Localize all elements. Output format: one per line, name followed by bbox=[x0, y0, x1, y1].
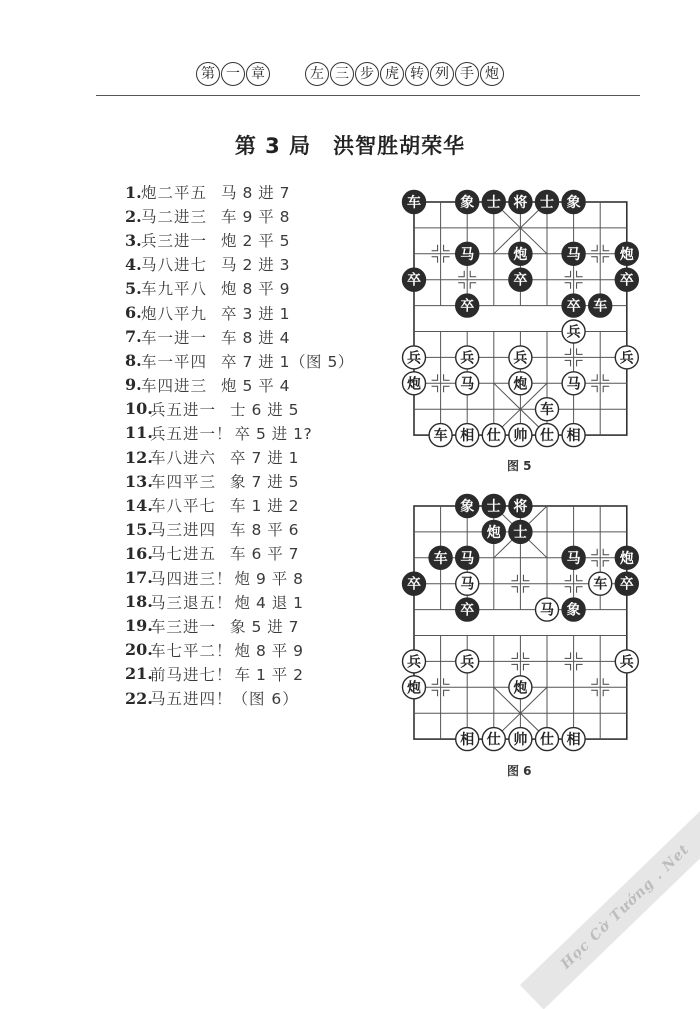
red-piece bbox=[456, 346, 479, 369]
move-number: 20. bbox=[125, 640, 153, 660]
move-row bbox=[125, 252, 354, 276]
svg-text:仕: 仕 bbox=[486, 732, 501, 749]
black-piece bbox=[509, 242, 532, 265]
red-piece bbox=[615, 650, 638, 673]
move-row bbox=[125, 614, 354, 638]
move-number: 22. bbox=[125, 688, 153, 708]
move-number: 12. bbox=[125, 447, 153, 467]
move-number: 21. bbox=[125, 664, 153, 684]
black-piece bbox=[615, 546, 638, 569]
svg-text:马: 马 bbox=[539, 602, 554, 619]
red-move: 车四平三 bbox=[150, 473, 217, 492]
svg-text:仕: 仕 bbox=[486, 428, 501, 445]
red-piece bbox=[509, 372, 532, 395]
xiangqi-board bbox=[400, 188, 641, 449]
svg-text:象: 象 bbox=[566, 602, 581, 619]
move-row bbox=[125, 638, 354, 662]
red-piece bbox=[535, 728, 558, 751]
move-number: 17. bbox=[125, 568, 153, 588]
running-header bbox=[0, 62, 700, 86]
black-piece bbox=[456, 546, 479, 569]
svg-text:士: 士 bbox=[486, 498, 501, 515]
svg-text:马: 马 bbox=[566, 246, 581, 263]
xiangqi-board bbox=[400, 492, 641, 753]
red-piece bbox=[509, 346, 532, 369]
board-diagram-6 bbox=[400, 492, 641, 753]
black-move: 卒 7 进 1 bbox=[230, 449, 300, 468]
black-piece bbox=[509, 190, 532, 213]
svg-text:车: 车 bbox=[593, 576, 608, 593]
red-move: 炮二平五 bbox=[141, 184, 208, 203]
red-move: 马七进五 bbox=[150, 545, 217, 564]
red-piece bbox=[589, 572, 612, 595]
svg-text:帅: 帅 bbox=[513, 428, 528, 445]
move-row bbox=[125, 276, 354, 300]
svg-text:帅: 帅 bbox=[513, 732, 528, 749]
svg-text:兵: 兵 bbox=[407, 350, 422, 367]
svg-text:卒: 卒 bbox=[460, 602, 475, 619]
move-row bbox=[125, 228, 354, 252]
topic-char: 左 bbox=[305, 62, 329, 86]
red-piece bbox=[456, 572, 479, 595]
move-row bbox=[125, 300, 354, 324]
move-number: 19. bbox=[125, 616, 153, 636]
svg-text:将: 将 bbox=[513, 498, 528, 515]
red-piece bbox=[482, 728, 505, 751]
chapter-topic bbox=[305, 62, 504, 86]
svg-text:兵: 兵 bbox=[407, 654, 422, 671]
red-piece bbox=[429, 424, 452, 447]
game-number: 第 3 局 bbox=[234, 134, 312, 158]
svg-text:卒: 卒 bbox=[407, 576, 422, 593]
black-move: 车 8 平 6 bbox=[230, 521, 300, 540]
red-piece bbox=[403, 650, 426, 673]
move-row bbox=[125, 397, 354, 421]
red-piece bbox=[562, 728, 585, 751]
black-move: 车 1 平 2 bbox=[234, 665, 304, 684]
red-move: 车一平四 bbox=[141, 352, 208, 371]
black-piece bbox=[562, 598, 585, 621]
svg-text:兵: 兵 bbox=[619, 654, 634, 671]
red-move: 兵三进一 bbox=[141, 232, 208, 251]
svg-text:马: 马 bbox=[566, 550, 581, 567]
move-row bbox=[125, 445, 354, 469]
svg-text:卒: 卒 bbox=[619, 272, 634, 289]
svg-text:车: 车 bbox=[407, 194, 422, 211]
move-number: 16. bbox=[125, 543, 153, 563]
red-move: 车四进三 bbox=[141, 376, 208, 395]
topic-char: 转 bbox=[405, 62, 429, 86]
topic-char: 虎 bbox=[380, 62, 404, 86]
svg-text:兵: 兵 bbox=[460, 350, 475, 367]
move-row bbox=[125, 469, 354, 493]
black-piece bbox=[403, 572, 426, 595]
red-move: 兵五进一！ bbox=[150, 424, 233, 443]
svg-text:士: 士 bbox=[539, 194, 554, 211]
black-piece bbox=[482, 494, 505, 517]
svg-text:马: 马 bbox=[460, 576, 475, 593]
black-move: 象 5 进 7 bbox=[230, 617, 300, 636]
black-piece bbox=[429, 546, 452, 569]
svg-text:象: 象 bbox=[566, 194, 581, 211]
svg-text:士: 士 bbox=[513, 524, 528, 541]
move-number: 6. bbox=[125, 303, 142, 323]
black-piece bbox=[562, 242, 585, 265]
red-piece bbox=[535, 424, 558, 447]
move-number: 11. bbox=[125, 423, 153, 443]
black-piece bbox=[535, 190, 558, 213]
svg-text:仕: 仕 bbox=[539, 428, 554, 445]
move-row bbox=[125, 421, 354, 445]
svg-text:士: 士 bbox=[486, 194, 501, 211]
red-piece bbox=[509, 676, 532, 699]
svg-text:卒: 卒 bbox=[513, 272, 528, 289]
move-list bbox=[125, 180, 354, 710]
svg-text:相: 相 bbox=[460, 732, 475, 749]
svg-text:马: 马 bbox=[566, 376, 581, 393]
svg-text:仕: 仕 bbox=[539, 732, 554, 749]
move-row bbox=[125, 325, 354, 349]
black-piece bbox=[562, 190, 585, 213]
black-move: 象 7 进 5 bbox=[230, 473, 300, 492]
black-piece bbox=[509, 494, 532, 517]
black-piece bbox=[615, 572, 638, 595]
svg-text:车: 车 bbox=[433, 428, 448, 445]
red-piece bbox=[615, 346, 638, 369]
red-piece bbox=[535, 398, 558, 421]
red-piece bbox=[482, 424, 505, 447]
black-move: 炮 8 平 9 bbox=[221, 280, 291, 299]
move-row bbox=[125, 566, 354, 590]
red-piece bbox=[456, 728, 479, 751]
black-piece bbox=[403, 268, 426, 291]
chapter-char: 章 bbox=[246, 62, 270, 86]
red-move: 前马进七！ bbox=[150, 665, 233, 684]
black-piece bbox=[509, 268, 532, 291]
move-number: 18. bbox=[125, 592, 153, 612]
move-row bbox=[125, 349, 354, 373]
svg-text:炮: 炮 bbox=[513, 376, 528, 393]
red-piece bbox=[509, 424, 532, 447]
black-move: 车 1 进 2 bbox=[230, 497, 300, 516]
black-move: 炮 9 平 8 bbox=[234, 569, 304, 588]
red-move: 马五进四！（图 6） bbox=[150, 690, 299, 709]
svg-text:兵: 兵 bbox=[566, 324, 581, 341]
move-row bbox=[125, 493, 354, 517]
svg-text:相: 相 bbox=[566, 732, 581, 749]
black-piece bbox=[456, 190, 479, 213]
red-piece bbox=[456, 372, 479, 395]
black-piece bbox=[509, 520, 532, 543]
move-row bbox=[125, 373, 354, 397]
move-row bbox=[125, 204, 354, 228]
black-piece bbox=[562, 294, 585, 317]
svg-text:卒: 卒 bbox=[407, 272, 422, 289]
svg-text:炮: 炮 bbox=[407, 680, 422, 697]
chapter-char: 第 bbox=[196, 62, 220, 86]
black-piece bbox=[403, 190, 426, 213]
red-move: 炮八平九 bbox=[141, 304, 208, 323]
red-move: 车一进一 bbox=[141, 328, 208, 347]
black-move: 卒 5 进 1? bbox=[234, 424, 313, 443]
move-number: 2. bbox=[125, 206, 142, 226]
black-move: 炮 4 退 1 bbox=[234, 593, 304, 612]
topic-char: 手 bbox=[455, 62, 479, 86]
svg-text:炮: 炮 bbox=[619, 550, 634, 567]
red-move: 车八进六 bbox=[150, 449, 217, 468]
black-piece bbox=[615, 242, 638, 265]
red-move: 马二进三 bbox=[141, 208, 208, 227]
red-piece bbox=[535, 598, 558, 621]
svg-text:象: 象 bbox=[460, 498, 475, 515]
svg-text:象: 象 bbox=[460, 194, 475, 211]
move-number: 9. bbox=[125, 375, 142, 395]
red-piece bbox=[562, 320, 585, 343]
black-piece bbox=[615, 268, 638, 291]
svg-text:马: 马 bbox=[460, 550, 475, 567]
move-number: 8. bbox=[125, 351, 142, 371]
svg-text:相: 相 bbox=[566, 428, 581, 445]
red-move: 车三进一 bbox=[150, 617, 217, 636]
red-piece bbox=[509, 728, 532, 751]
black-piece bbox=[456, 598, 479, 621]
red-piece bbox=[456, 650, 479, 673]
header-divider bbox=[96, 95, 640, 96]
red-move: 马八进七 bbox=[141, 256, 208, 275]
topic-char: 步 bbox=[355, 62, 379, 86]
red-piece bbox=[403, 676, 426, 699]
svg-text:车: 车 bbox=[539, 402, 554, 419]
svg-text:相: 相 bbox=[460, 428, 475, 445]
svg-text:将: 将 bbox=[513, 194, 528, 211]
black-move: 士 6 进 5 bbox=[230, 400, 300, 419]
topic-char: 列 bbox=[430, 62, 454, 86]
black-move: 卒 7 进 1（图 5） bbox=[221, 352, 354, 371]
black-piece bbox=[562, 546, 585, 569]
move-row bbox=[125, 180, 354, 204]
move-row bbox=[125, 686, 354, 710]
black-piece bbox=[482, 520, 505, 543]
figure-caption-6: 图 6 bbox=[507, 764, 532, 778]
topic-char: 三 bbox=[330, 62, 354, 86]
black-piece bbox=[482, 190, 505, 213]
move-number: 5. bbox=[125, 278, 142, 298]
svg-text:兵: 兵 bbox=[513, 350, 528, 367]
move-number: 4. bbox=[125, 254, 142, 274]
red-move: 马三退五！ bbox=[150, 593, 233, 612]
red-piece bbox=[562, 424, 585, 447]
page-title bbox=[0, 130, 700, 160]
svg-text:炮: 炮 bbox=[486, 524, 501, 541]
watermark: Học Cờ Tướng . Net bbox=[520, 804, 700, 1009]
red-move: 马四进三！ bbox=[150, 569, 233, 588]
move-row bbox=[125, 662, 354, 686]
board-diagram-5 bbox=[400, 188, 641, 449]
black-move: 炮 5 平 4 bbox=[221, 376, 291, 395]
topic-char: 炮 bbox=[480, 62, 504, 86]
move-number: 3. bbox=[125, 230, 142, 250]
red-move: 兵五进一 bbox=[150, 400, 217, 419]
black-piece bbox=[589, 294, 612, 317]
red-move: 马三进四 bbox=[150, 521, 217, 540]
red-move: 车九平八 bbox=[141, 280, 208, 299]
black-move: 车 9 平 8 bbox=[221, 208, 291, 227]
svg-text:卒: 卒 bbox=[619, 576, 634, 593]
svg-text:马: 马 bbox=[460, 246, 475, 263]
svg-text:炮: 炮 bbox=[407, 376, 422, 393]
red-move: 车七平二！ bbox=[150, 641, 233, 660]
red-piece bbox=[562, 372, 585, 395]
svg-text:炮: 炮 bbox=[619, 246, 634, 263]
move-number: 1. bbox=[125, 182, 142, 202]
svg-text:兵: 兵 bbox=[460, 654, 475, 671]
red-piece bbox=[456, 424, 479, 447]
black-move: 卒 3 进 1 bbox=[221, 304, 291, 323]
black-move: 马 8 进 7 bbox=[221, 184, 291, 203]
black-move: 车 6 平 7 bbox=[230, 545, 300, 564]
black-move: 马 2 进 3 bbox=[221, 256, 291, 275]
svg-text:兵: 兵 bbox=[619, 350, 634, 367]
move-number: 7. bbox=[125, 327, 142, 347]
move-row bbox=[125, 517, 354, 541]
svg-text:炮: 炮 bbox=[513, 246, 528, 263]
svg-text:卒: 卒 bbox=[566, 298, 581, 315]
black-piece bbox=[456, 494, 479, 517]
black-piece bbox=[456, 242, 479, 265]
red-piece bbox=[403, 346, 426, 369]
black-move: 车 8 进 4 bbox=[221, 328, 291, 347]
svg-text:卒: 卒 bbox=[460, 298, 475, 315]
figure-caption-5: 图 5 bbox=[507, 459, 532, 473]
svg-text:车: 车 bbox=[593, 298, 608, 315]
black-move: 炮 2 平 5 bbox=[221, 232, 291, 251]
chapter-char: 一 bbox=[221, 62, 245, 86]
move-number: 13. bbox=[125, 471, 153, 491]
red-move: 车八平七 bbox=[150, 497, 217, 516]
move-number: 10. bbox=[125, 399, 153, 419]
move-number: 14. bbox=[125, 495, 153, 515]
chapter-label bbox=[196, 62, 270, 86]
game-players: 洪智胜胡荣华 bbox=[333, 134, 466, 158]
black-move: 炮 8 平 9 bbox=[234, 641, 304, 660]
black-piece bbox=[456, 294, 479, 317]
move-row bbox=[125, 541, 354, 565]
red-piece bbox=[403, 372, 426, 395]
svg-text:马: 马 bbox=[460, 376, 475, 393]
svg-text:车: 车 bbox=[433, 550, 448, 567]
svg-text:炮: 炮 bbox=[513, 680, 528, 697]
move-row bbox=[125, 590, 354, 614]
move-number: 15. bbox=[125, 519, 153, 539]
